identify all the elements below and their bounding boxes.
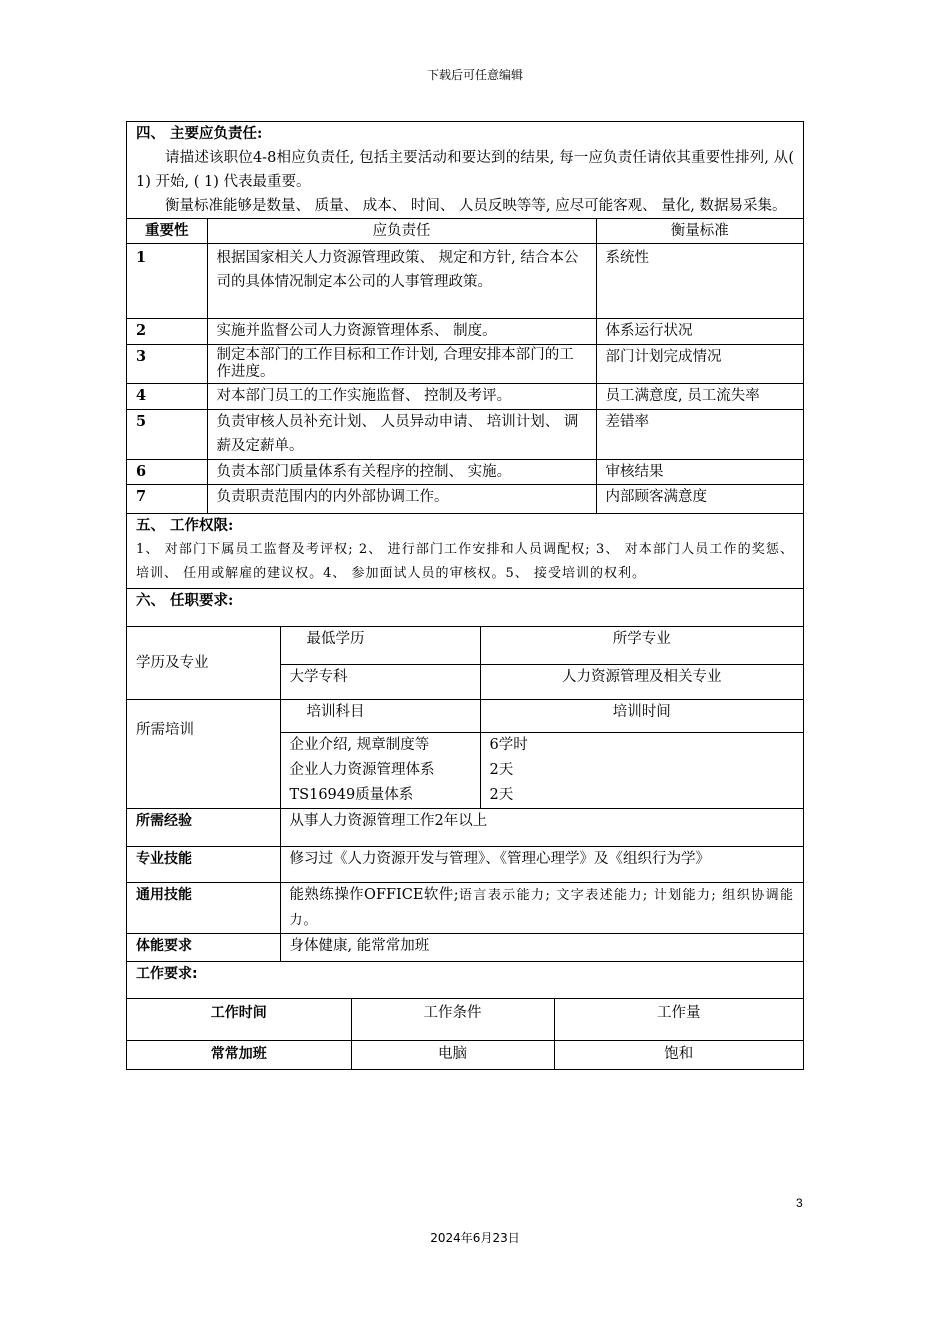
work-req-table xyxy=(127,999,803,1069)
professional-skill-label: 专业技能 xyxy=(127,847,280,883)
duty-text: 制定本部门的工作目标和工作计划, 合理安排本部门的工作进度。 xyxy=(207,345,596,384)
duty-text: 负责审核人员补充计划、 人员异动申请、 培训计划、 调薪及定薪单。 xyxy=(207,410,596,460)
duty-text: 对本部门员工的工作实施监督、 控制及考评。 xyxy=(207,384,596,410)
duty-text: 负责职责范围内的内外部协调工作。 xyxy=(207,485,596,513)
education-major-value: 人力资源管理及相关专业 xyxy=(480,665,803,700)
qualification-block xyxy=(126,627,804,962)
duty-standard: 员工满意度, 员工流失率 xyxy=(596,384,803,410)
education-header-row xyxy=(127,627,803,665)
list-item: 2天 xyxy=(489,787,514,803)
list-item: 企业介绍, 规章制度等 xyxy=(289,737,430,753)
education-col-min: 最低学历 xyxy=(280,627,480,665)
professional-skill-value: 修习过《人力资源开发与管理》、《管理心理学》及《组织行为学》 xyxy=(280,847,803,883)
work-time-header: 工作时间 xyxy=(127,999,351,1041)
training-col-time: 培训时间 xyxy=(480,700,803,733)
duty-no: 4 xyxy=(127,384,207,410)
section6-title-block xyxy=(126,589,804,627)
table-row xyxy=(127,485,803,513)
experience-value: 从事人力资源管理工作2年以上 xyxy=(280,809,803,847)
experience-row xyxy=(127,809,803,847)
education-col-major: 所学专业 xyxy=(480,627,803,665)
section4-instruction-2: 衡量标准能够是数量、 质量、 成本、 时间、 人员反映等等, 应尽可能客观、 量化, 数据易采集。 xyxy=(165,198,787,214)
duty-standard: 内部顾客满意度 xyxy=(596,485,803,513)
page-date: 2024年6月23日 xyxy=(430,1231,520,1245)
table-row xyxy=(127,244,803,319)
job-description-form xyxy=(126,121,804,1070)
section5-permissions: 1、 对部门下属员工监督及考评权; 2、 进行部门工作安排和人员调配权; 3、 对本部门人员工作的奖惩、 培训、 任用或解雇的建议权。4、 参加面试人员的审核权。5、 接受培训的权利。 xyxy=(136,541,794,581)
duty-standard: 审核结果 xyxy=(596,460,803,485)
table-row xyxy=(127,345,803,384)
training-col-subject: 培训科目 xyxy=(280,700,480,733)
physical-label: 体能要求 xyxy=(127,934,280,961)
physical-value: 身体健康, 能常常加班 xyxy=(280,934,803,961)
general-skill-label: 通用技能 xyxy=(127,883,280,934)
duty-no: 6 xyxy=(127,460,207,485)
work-req-header-row xyxy=(127,999,803,1041)
duty-standard: 体系运行状况 xyxy=(596,319,803,345)
general-skill-office: 能熟练操作OFFICE软件; xyxy=(289,887,459,903)
col-importance: 重要性 xyxy=(127,219,207,244)
work-req-value-row xyxy=(127,1041,803,1069)
experience-label: 所需经验 xyxy=(127,809,280,847)
duty-no: 3 xyxy=(127,345,207,384)
duty-no: 5 xyxy=(127,410,207,460)
duty-standard: 系统性 xyxy=(596,244,803,319)
general-skill-abilities: 语言表示能力; 文字表述能力; 计划能力; 组织协调能力。 xyxy=(289,888,794,928)
training-subjects xyxy=(280,733,480,809)
work-req-block xyxy=(126,999,804,1070)
duties-table xyxy=(127,219,803,513)
section4-instruction-1: 请描述该职位4-8相应负责任, 包括主要活动和要达到的结果, 每一应负责任请依其重要性排列, 从( 1) 开始, ( 1) 代表最重要。 xyxy=(136,150,794,190)
section5-title: 五、 工作权限: xyxy=(136,516,234,534)
education-min-value: 大学专科 xyxy=(280,665,480,700)
section6-title: 六、 任职要求: xyxy=(136,591,234,609)
duty-text: 根据国家相关人力资源管理政策、 规定和方针, 结合本公司的具体情况制定本公司的人事管理政策。 xyxy=(207,244,596,319)
work-condition-value: 电脑 xyxy=(351,1041,554,1069)
duties-block xyxy=(126,219,804,514)
duty-text: 负责本部门质量体系有关程序的控制、 实施。 xyxy=(207,460,596,485)
general-skill-value xyxy=(280,883,803,934)
duty-standard: 部门计划完成情况 xyxy=(596,345,803,384)
training-header-row xyxy=(127,700,803,733)
list-item: 企业人力资源管理体系 xyxy=(289,762,435,778)
table-row xyxy=(127,410,803,460)
page-number: 3 xyxy=(796,1196,803,1210)
duty-no: 2 xyxy=(127,319,207,345)
duties-header-row xyxy=(127,219,803,244)
qualification-table xyxy=(127,627,803,961)
section4-intro xyxy=(126,121,804,219)
list-item: 6学时 xyxy=(489,737,528,753)
section5-block xyxy=(126,514,804,589)
workload-value: 饱和 xyxy=(554,1041,803,1069)
work-time-value: 常常加班 xyxy=(127,1041,351,1069)
table-row xyxy=(127,384,803,410)
table-row xyxy=(127,460,803,485)
section4-title: 四、 主要应负责任: xyxy=(136,125,263,142)
work-condition-header: 工作条件 xyxy=(351,999,554,1041)
duty-standard: 差错率 xyxy=(596,410,803,460)
physical-row xyxy=(127,934,803,961)
page-header: 下载后可任意编辑 xyxy=(426,68,523,82)
work-req-title: 工作要求: xyxy=(136,965,198,982)
duty-no: 1 xyxy=(127,244,207,319)
duty-no: 7 xyxy=(127,485,207,513)
list-item: 2天 xyxy=(489,762,514,778)
general-skill-row xyxy=(127,883,803,934)
workload-header: 工作量 xyxy=(554,999,803,1041)
professional-skill-row xyxy=(127,847,803,883)
work-req-title-block xyxy=(126,962,804,999)
training-label: 所需培训 xyxy=(127,700,280,809)
col-standard: 衡量标准 xyxy=(596,219,803,244)
table-row xyxy=(127,319,803,345)
education-label: 学历及专业 xyxy=(127,627,280,700)
list-item: TS16949质量体系 xyxy=(289,787,414,803)
training-times xyxy=(480,733,803,809)
col-duty: 应负责任 xyxy=(207,219,596,244)
duty-text: 实施并监督公司人力资源管理体系、 制度。 xyxy=(207,319,596,345)
